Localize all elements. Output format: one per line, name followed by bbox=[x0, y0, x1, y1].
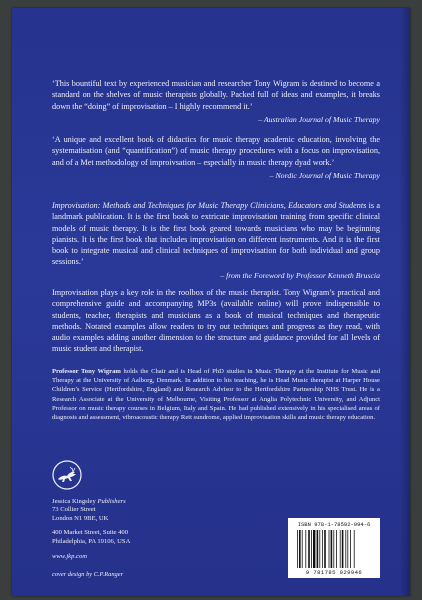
publisher-website[interactable]: www.jkp.com bbox=[52, 552, 88, 560]
review-2-text: ‘A unique and excellent book of didactics for music therapy academic education, involving the systematisation (and “quantification”) of music therapy procedures with a focus on improvisation, and of a Met methodology of improivsation – especially in music therapy dyad work.’ bbox=[52, 135, 380, 167]
book-description: Improvisation plays a key role in the roolbox of the music therapist. Tony Wigram’s practical and comprehensive guide and accompanying MP3s (available online) will prove indispensible to students, teacher, therapists and musicians as a book of musical techniques and therapeutic methods. Notated examples allow readers to try out techniques and progress as they read, with audio examples adding another dimension to the structure and guidance provided for all levels of music student and therapist. bbox=[52, 288, 380, 354]
author-bio bbox=[52, 367, 380, 422]
uk-address-line-1: 73 Collier Street bbox=[52, 506, 96, 514]
review-1 bbox=[52, 78, 380, 125]
us-address-line-1: 400 Market Street, Suite 400 bbox=[52, 529, 128, 537]
review-3-text bbox=[52, 200, 380, 268]
review-1-attribution: – Australian Journal of Music Therapy bbox=[258, 114, 380, 124]
publisher-name: Jessica Kingsley Publishers bbox=[52, 497, 126, 505]
barcode-digits: 9 781785 929946 bbox=[305, 569, 363, 576]
review-3-attribution: – from the Foreword by Professor Kenneth Bruscia bbox=[220, 270, 380, 280]
book-back-cover bbox=[12, 8, 410, 596]
author-bio-text: holds the Chair and is Head of PhD studies in Music Therapy at the Institute for Music and Therapy at the University of Aalborg, Denmark. In addition to his teaching, he is Head Music therapist at Harper House Children’s Service (Hertfordshire, England) and Research Advisor to the Hertfordshire Partnership NHS Trust. He is a Research Associate at the University of Melbourne, Visiting Professor at Anglia Polytechnic University, and Adjunct Professor on music therapy courses in Belgium, Italy and Spain. He had published extensively in his specialised areas of diagnosis and assessment, vibroacoustic therapy Rett sundrome, applied improvisation skills and music therapy education. bbox=[52, 368, 381, 422]
isbn-barcode bbox=[288, 518, 380, 578]
publisher-info bbox=[52, 460, 192, 561]
review-2-attribution: – Nordic Journal of Music Therapy bbox=[269, 170, 380, 180]
leaping-deer-logo-icon bbox=[52, 460, 82, 490]
cover-design-credit: cover design by C.P.Ranger bbox=[52, 571, 124, 578]
review-2 bbox=[52, 134, 380, 181]
barcode-bars bbox=[296, 530, 372, 568]
us-address-line-2: Philadelphia, PA 19106, USA bbox=[52, 537, 131, 545]
review-3 bbox=[52, 200, 380, 281]
cover-edge-shadow bbox=[400, 8, 410, 596]
book-title: Improvisation: Methods and Techniques for Music Therapy Clinicians, Educators and Students bbox=[52, 201, 367, 210]
isbn-label: ISBN 978-1-78592-994-6 bbox=[297, 521, 371, 528]
author-name: Professor Tony Wigram bbox=[52, 368, 121, 375]
review-3-body: is a landmark publication. It is the first book to extricate improvisation training from specific clinical models of music therapy. It is the first book geared towards musicians who may be beginning pianists. It is the first book that includes improvisation on different instruments. And it is the first book to integrate musical and clinical techniques of improvisation for both individual and group sessions.’ bbox=[52, 201, 380, 267]
review-1-text: ‘This bountiful text by experienced musician and researcher Tony Wigram is destined to become a standard on the shelves of music therapists globally. Packed full of ideas and examples, it breaks down the “doing” of improvisation – I highly recommend it.’ bbox=[52, 79, 380, 111]
uk-address-line-2: London N1 9BE, UK bbox=[52, 514, 109, 522]
